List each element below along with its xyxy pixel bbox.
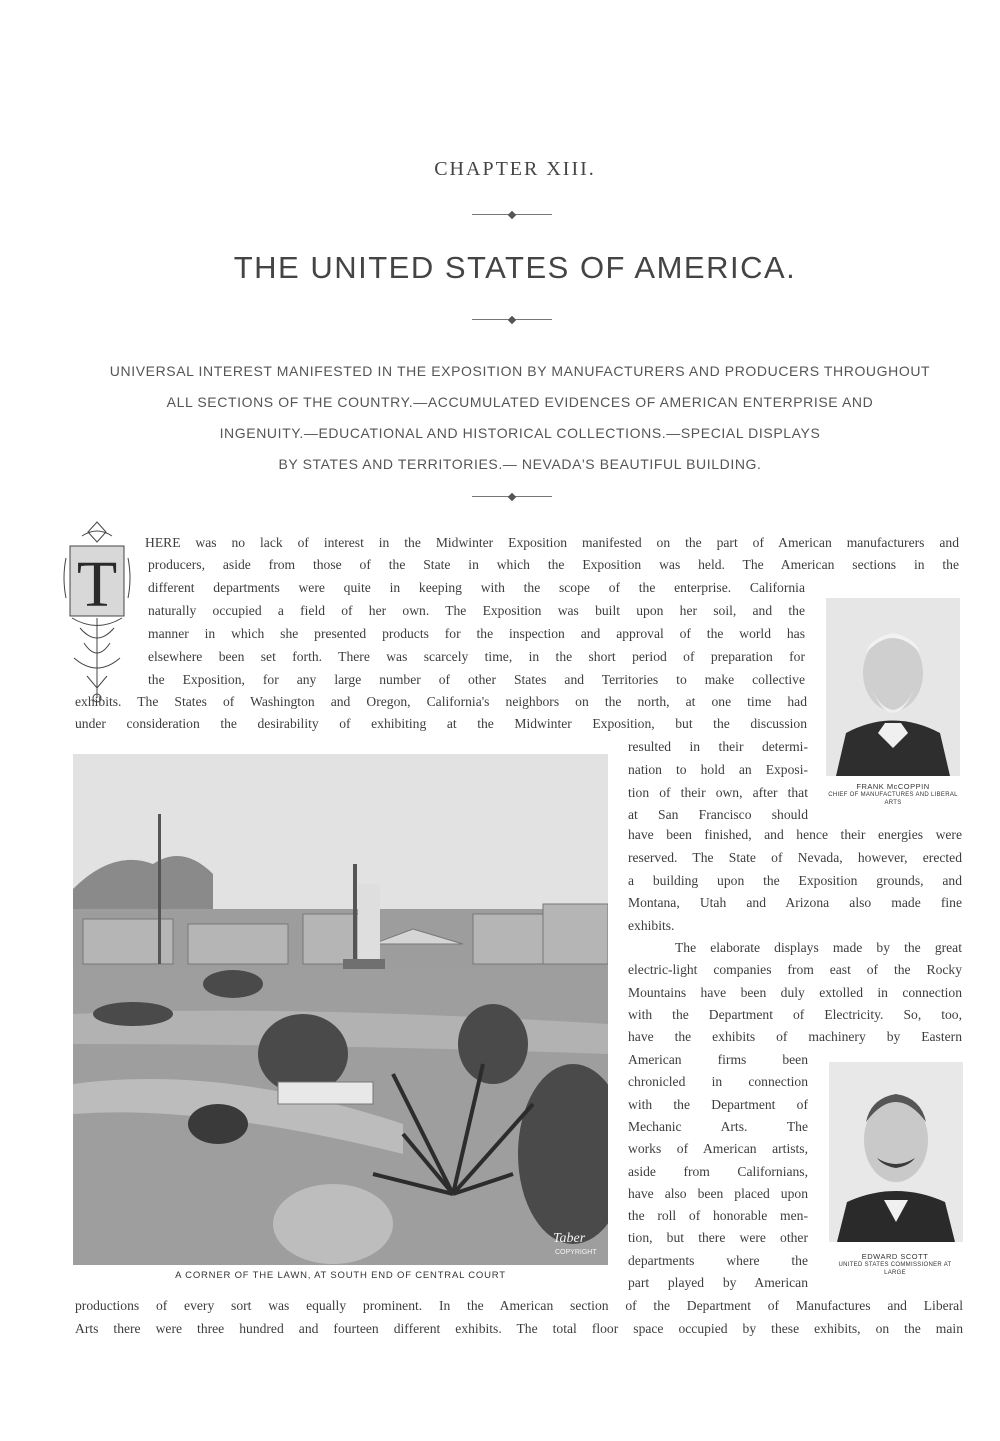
portrait-title: CHIEF OF MANUFACTURES AND LIBERAL (828, 792, 958, 798)
body-line: at San Francisco should (628, 807, 808, 822)
body-line: manner in which she presented products for the inspection and approval of the world has (148, 626, 805, 641)
body-line: the roll of honorable men- (628, 1208, 808, 1223)
body-line: have the exhibits of machinery by Eastern (628, 1029, 962, 1044)
portrait-caption (820, 782, 966, 807)
chapter-heading: CHAPTER XIII. (434, 158, 596, 180)
portrait-caption (820, 1252, 970, 1277)
body-line: exhibits. The States of Washington and Oregon, California's neighbors on the north, at one time had (75, 694, 807, 709)
body-line: producers, aside from those of the State in which the Exposition was held. The American sections in the (148, 557, 959, 572)
body-line: with the Department of (628, 1097, 808, 1112)
body-line: under consideration the desirability of exhibiting at the Midwinter Exposition, but the discussion (75, 716, 807, 731)
body-line: HERE was no lack of interest in the Midwinter Exposition manifested on the part of American manufacturers and (145, 535, 959, 550)
body-line: elsewhere been set forth. There was scarcely time, in the short period of preparation for (148, 649, 805, 664)
body-line: a building upon the Exposition grounds, and (628, 873, 962, 888)
page-title: THE UNITED STATES OF AMERICA. (233, 250, 797, 285)
lawn-photograph (73, 754, 608, 1265)
chapter-summary (70, 356, 970, 480)
summary-line: INGENUITY.—EDUCATIONAL AND HISTORICAL COLLECTIONS.—SPECIAL DISPLAYS (219, 425, 821, 441)
body-line: departments where the (628, 1253, 808, 1268)
body-line: tion, but there were other (628, 1230, 808, 1245)
body-line: Arts there were three hundred and fourteen different exhibits. The total floor space occupied by these exhibits, on the main (75, 1321, 963, 1336)
body-line: works of American artists, (628, 1141, 808, 1156)
body-line: part played by American (628, 1275, 808, 1290)
portrait-title: LARGE (884, 1270, 906, 1276)
portrait-name: FRANK McCOPPIN (856, 782, 930, 791)
ornament-divider (472, 210, 552, 220)
body-line: reserved. The State of Nevada, however, erected (628, 850, 962, 865)
body-line: tion of their own, after that (628, 785, 808, 800)
body-line: have been finished, and hence their energies were (628, 827, 962, 842)
body-line: electric-light companies from east of the Rocky (628, 962, 962, 977)
portrait-title: UNITED STATES COMMISSIONER AT (838, 1262, 952, 1268)
body-line: Montana, Utah and Arizona also made fine (628, 895, 962, 910)
drop-cap-letter: T (76, 548, 118, 621)
body-line: The elaborate displays made by the great (675, 940, 962, 955)
body-line: with the Department of Electricity. So, too, (628, 1007, 962, 1022)
body-line: American firms been (628, 1052, 808, 1067)
ornament-divider (472, 315, 552, 325)
body-line: resulted in their determi- (628, 739, 808, 754)
body-line: exhibits. (628, 918, 675, 933)
drop-cap-ornament (62, 518, 132, 708)
portrait-name: EDWARD SCOTT (861, 1252, 929, 1261)
body-line: naturally occupied a field of her own. The Exposition was built upon her soil, and the (148, 603, 805, 618)
photo-copyright: COPYRIGHT (555, 1249, 597, 1256)
photo-signature: Taber (553, 1231, 586, 1246)
ornament-divider (472, 492, 552, 502)
body-line: aside from Californians, (628, 1164, 808, 1179)
body-line: the Exposition, for any large number of other States and Territories to make collective (148, 672, 805, 687)
portrait-frank-mccoppin (826, 598, 960, 776)
body-line: productions of every sort was equally prominent. In the American section of the Department of Manufactures and Liberal (75, 1298, 963, 1313)
summary-line: UNIVERSAL INTEREST MANIFESTED IN THE EXPOSITION BY MANUFACTURERS AND PRODUCERS THROUGHOUT (109, 363, 931, 379)
portrait-title: ARTS (884, 800, 902, 806)
summary-line: ALL SECTIONS OF THE COUNTRY.—ACCUMULATED EVIDENCES OF AMERICAN ENTERPRISE AND (166, 394, 874, 410)
body-line: nation to hold an Exposi- (628, 762, 808, 777)
body-line: Mountains have been duly extolled in connection (628, 985, 962, 1000)
body-line: chronicled in connection (628, 1074, 808, 1089)
portrait-edward-scott (829, 1062, 963, 1242)
body-line: different departments were quite in keeping with the scope of the enterprise. California (148, 580, 805, 595)
photo-caption: A CORNER OF THE LAWN, AT SOUTH END OF CENTRAL COURT (175, 1270, 506, 1281)
body-line: have also been placed upon (628, 1186, 808, 1201)
body-line: Mechanic Arts. The (628, 1119, 808, 1134)
summary-line: BY STATES AND TERRITORIES.— NEVADA'S BEAUTIFUL BUILDING. (278, 456, 762, 472)
